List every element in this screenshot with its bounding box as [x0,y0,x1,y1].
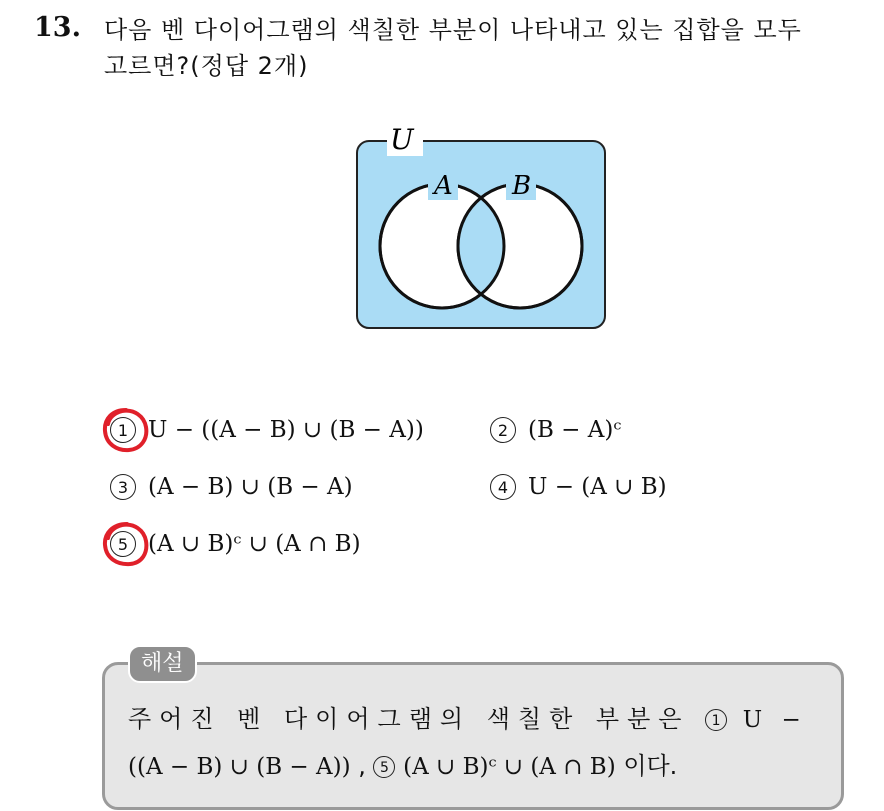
explanation-part-3: ((A − B) ∪ (B − A)) [128,754,351,780]
choice-expr-1: U − ((A − B) ∪ (B − A)) [148,417,424,443]
choice-4[interactable] [490,474,667,500]
question-line-2: 고르면?(정답 2개) [104,52,309,80]
choice-5[interactable] [110,531,361,557]
explanation-tag: 해설 [128,645,197,683]
question-number: 13. [34,12,81,43]
explanation-part-4: , [358,752,366,780]
universe-label: U [390,123,414,156]
choice-number-5: 5 [110,531,136,557]
explanation-part-2: U − [742,707,807,733]
choice-1[interactable] [110,417,424,443]
choice-expr-4: U − (A ∪ B) [528,474,667,500]
explanation-text [128,696,828,790]
choice-expr-3: (A − B) ∪ (B − A) [148,474,353,500]
question-line-1: 다음 벤 다이어그램의 색칠한 부분이 나타내고 있는 집합을 모두 [104,16,802,44]
explanation-part-1: 주어진 벤 다이어그램의 색칠한 부분은 [128,705,690,733]
explanation-part-5: (A ∪ B)ᶜ ∪ (A ∩ B) [403,754,616,780]
set-a-label: A [434,171,453,201]
choice-number-4: 4 [490,474,516,500]
set-b-label: B [512,171,532,201]
choice-expr-5: (A ∪ B)ᶜ ∪ (A ∩ B) [148,531,361,557]
explanation-circle-1: 1 [705,709,727,731]
explanation-circle-2: 5 [373,756,395,778]
choice-expr-2: (B − A)ᶜ [528,417,622,443]
explanation-line-1 [128,696,828,743]
choice-3[interactable] [110,474,353,500]
choice-2[interactable] [490,417,621,443]
explanation-part-6: 이다. [623,752,678,780]
choice-number-2: 2 [490,417,516,443]
question-text [104,12,874,84]
choice-number-3: 3 [110,474,136,500]
explanation-line-2 [128,743,828,790]
choice-number-1: 1 [110,417,136,443]
venn-diagram [340,112,610,337]
